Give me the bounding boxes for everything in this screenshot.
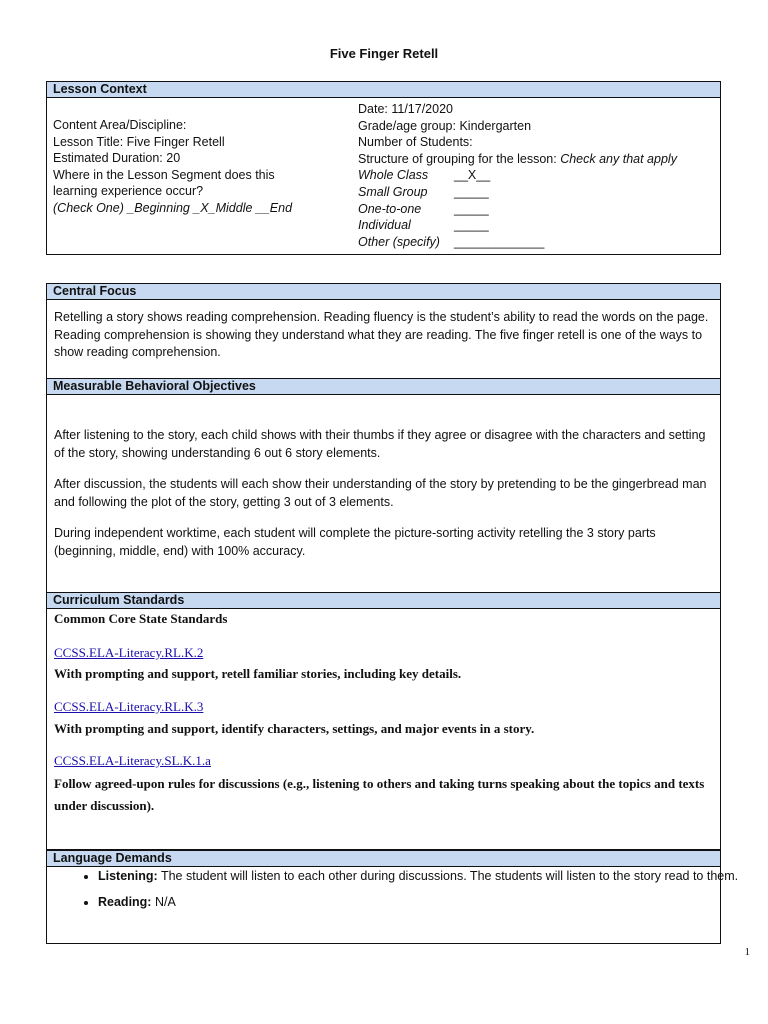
standard-3-link[interactable]: CCSS.ELA-Literacy.SL.K.1.a: [54, 753, 211, 768]
language-list: [54, 863, 760, 915]
objectives-header: Measurable Behavioral Objectives: [46, 378, 721, 395]
group-label: Whole Class: [358, 168, 429, 183]
lesson-context-left: [53, 117, 292, 217]
central-focus-header: Central Focus: [46, 283, 721, 300]
group-label: Individual: [358, 218, 411, 233]
page-title: Five Finger Retell: [329, 46, 439, 61]
group-value: _____: [454, 184, 489, 199]
lesson-title: Lesson Title: Five Finger Retell: [53, 134, 225, 149]
group-value: _____: [454, 201, 489, 216]
group-value: _____________: [454, 234, 545, 249]
estimated-duration: Estimated Duration: 20: [53, 151, 181, 166]
standard-3-code-line: [54, 752, 716, 771]
grouping-structure: [358, 151, 677, 168]
standard-2-code-line: [54, 698, 716, 717]
objective-2: After discussion, the students will each show their understanding of the story by pretending to be the gingerbread man and following the plot of the story, getting 3 out of 3 elements.: [54, 477, 707, 509]
grouping-label: Structure of grouping for the lesson:: [358, 151, 561, 166]
objective-3: During independent worktime, each student will complete the picture-sorting activity retelling the 3 story parts (beginning, middle, end) with 100% accuracy.: [54, 526, 656, 558]
standard-1-link[interactable]: CCSS.ELA-Literacy.RL.K.2: [54, 645, 204, 660]
number-of-students: Number of Students:: [358, 135, 473, 150]
segment-question-2: learning experience occur?: [53, 184, 204, 199]
date: Date: 11/17/2020: [358, 102, 453, 116]
group-value: _____: [454, 218, 489, 233]
language-header: Language Demands: [46, 850, 721, 867]
objective-1: After listening to the story, each child shows with their thumbs if they agree or disagree with the characters and setting of the story, showing understanding 6 out 6 story elements.: [54, 428, 706, 460]
central-focus-text: Retelling a story shows reading comprehension. Reading fluency is the student’s ability to read the words on the page. Reading comprehension is showing they understand what they are reading. The five finger retell is one of the ways to show reading comprehension.: [54, 310, 709, 359]
standard-2-link[interactable]: CCSS.ELA-Literacy.RL.K.3: [54, 699, 204, 714]
group-label: Other (specify): [358, 234, 440, 249]
standard-1-code-line: [54, 644, 716, 663]
listening-label: Listening:: [98, 869, 158, 883]
lesson-context-header: Lesson Context: [46, 81, 721, 98]
group-label: One-to-one: [358, 201, 422, 216]
language-listening: [98, 863, 760, 889]
group-value: __X__: [454, 168, 491, 183]
group-other: [358, 234, 677, 251]
grade-group: Grade/age group: Kindergarten: [358, 118, 532, 133]
standard-1-text: With prompting and support, retell familiar stories, including key details.: [54, 666, 462, 681]
lesson-context-right: [358, 101, 677, 250]
group-small-group: [358, 184, 677, 201]
standard-3-text: Follow agreed-upon rules for discussions (e.g., listening to others and taking turns speaking about the topics and texts under discussion).: [54, 776, 705, 813]
listening-text: The student will listen to each other during discussions. The students will listen to the story read to them.: [157, 869, 739, 883]
check-one: (Check One) _Beginning _X_Middle __End: [53, 200, 293, 215]
group-individual: [358, 217, 677, 234]
reading-text: N/A: [151, 895, 176, 909]
standards-intro: Common Core State Standards: [54, 611, 228, 626]
standard-2-text: With prompting and support, identify characters, settings, and major events in a story.: [54, 721, 535, 736]
group-label: Small Group: [358, 184, 428, 199]
grouping-note: Check any that apply: [560, 151, 677, 166]
reading-label: Reading:: [98, 895, 152, 909]
content-area: Content Area/Discipline:: [53, 118, 187, 132]
page-number: 1: [744, 946, 750, 958]
segment-question-1: Where in the Lesson Segment does this: [53, 167, 275, 182]
language-reading: [98, 889, 760, 915]
standards-header: Curriculum Standards: [46, 592, 721, 609]
group-whole-class: [358, 167, 677, 184]
group-one-to-one: [358, 201, 677, 218]
